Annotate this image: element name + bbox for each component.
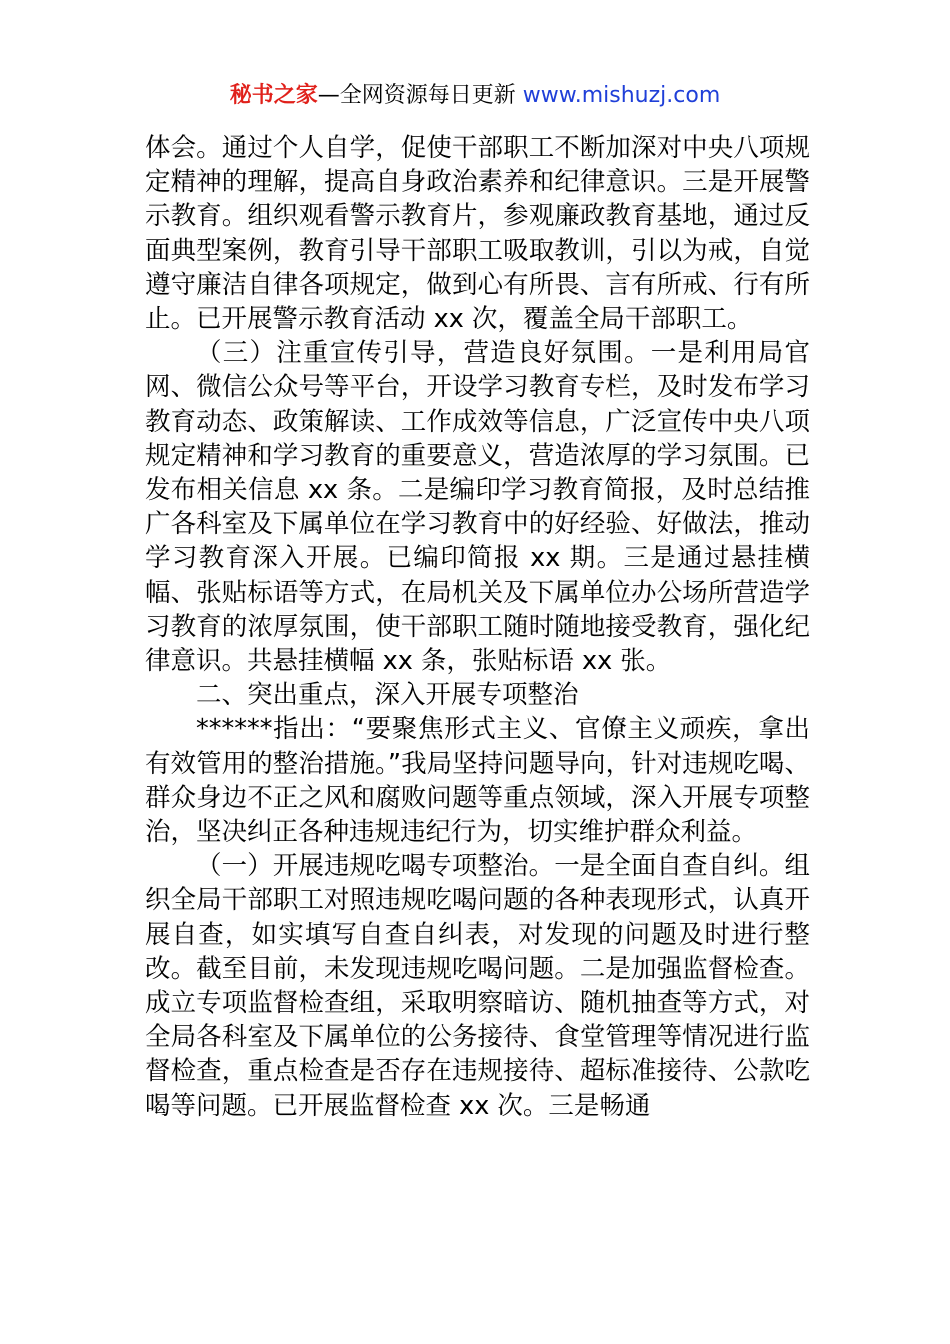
site-tagline: —全网资源每日更新 — [317, 83, 516, 108]
paragraph: ******指出：“要聚焦形式主义、官僚主义顽疾，拿出有效管用的整治措施。”我局坚持问题导向，针对违规吃喝、群众身边不正之风和腐败问题等重点领域，深入开展专项整治，坚决纠正各种违规违纪行为，切实维护群众利益。 — [145, 714, 810, 848]
paragraph: （三）注重宣传引导，营造良好氛围。一是利用局官网、微信公众号等平台，开设学习教育专栏，及时发布学习教育动态、政策解读、工作成效等信息，广泛宣传中央八项规定精神和学习教育的重要意义，营造浓厚的学习氛围。已发布相关信息 xx 条。二是编印学习教育简报，及时总结推广各科室及下属单位在学习教育中的好经验、好做法，推动学习教育深入开展。已编印简报 xx 期。三是通过悬挂横幅、张贴标语等方式，在局机关及下属单位办公场所营造学习教育的浓厚氛围，使干部职工随时随地接受教育，强化纪律意识。共悬挂横幅 xx 条，张贴标语 xx 张。 — [145, 338, 810, 677]
section-heading: 二、突出重点，深入开展专项整治 — [196, 680, 579, 711]
document-body — [145, 131, 810, 1123]
site-brand: 秘书之家 — [229, 83, 318, 108]
paragraph: 体会。通过个人自学，促使干部职工不断加深对中央八项规定精神的理解，提高自身政治素养和纪律意识。三是开展警示教育。组织观看警示教育片，参观廉政教育基地，通过反面典型案例，教育引导干部职工吸取教训，引以为戒，自觉遵守廉洁自律各项规定，做到心有所畏、言有所戒、行有所止。已开展警示教育活动 xx 次，覆盖全局干部职工。 — [145, 133, 810, 335]
paragraph: （一）开展违规吃喝专项整治。一是全面自查自纠。组织全局干部职工对照违规吃喝问题的各种表现形式，认真开展自查，如实填写自查自纠表，对发现的问题及时进行整改。截至目前，未发现违规吃喝问题。二是加强监督检查。成立专项监督检查组，采取明察暗访、随机抽查等方式，对全局各科室及下属单位的公务接待、食堂管理等情况进行监督检查，重点检查是否存在违规接待、超标准接待、公款吃喝等问题。已开展监督检查 xx 次。三是畅通 — [145, 851, 810, 1121]
site-url-link[interactable]: www.mishuzj.com — [522, 83, 721, 108]
site-header — [0, 80, 950, 112]
